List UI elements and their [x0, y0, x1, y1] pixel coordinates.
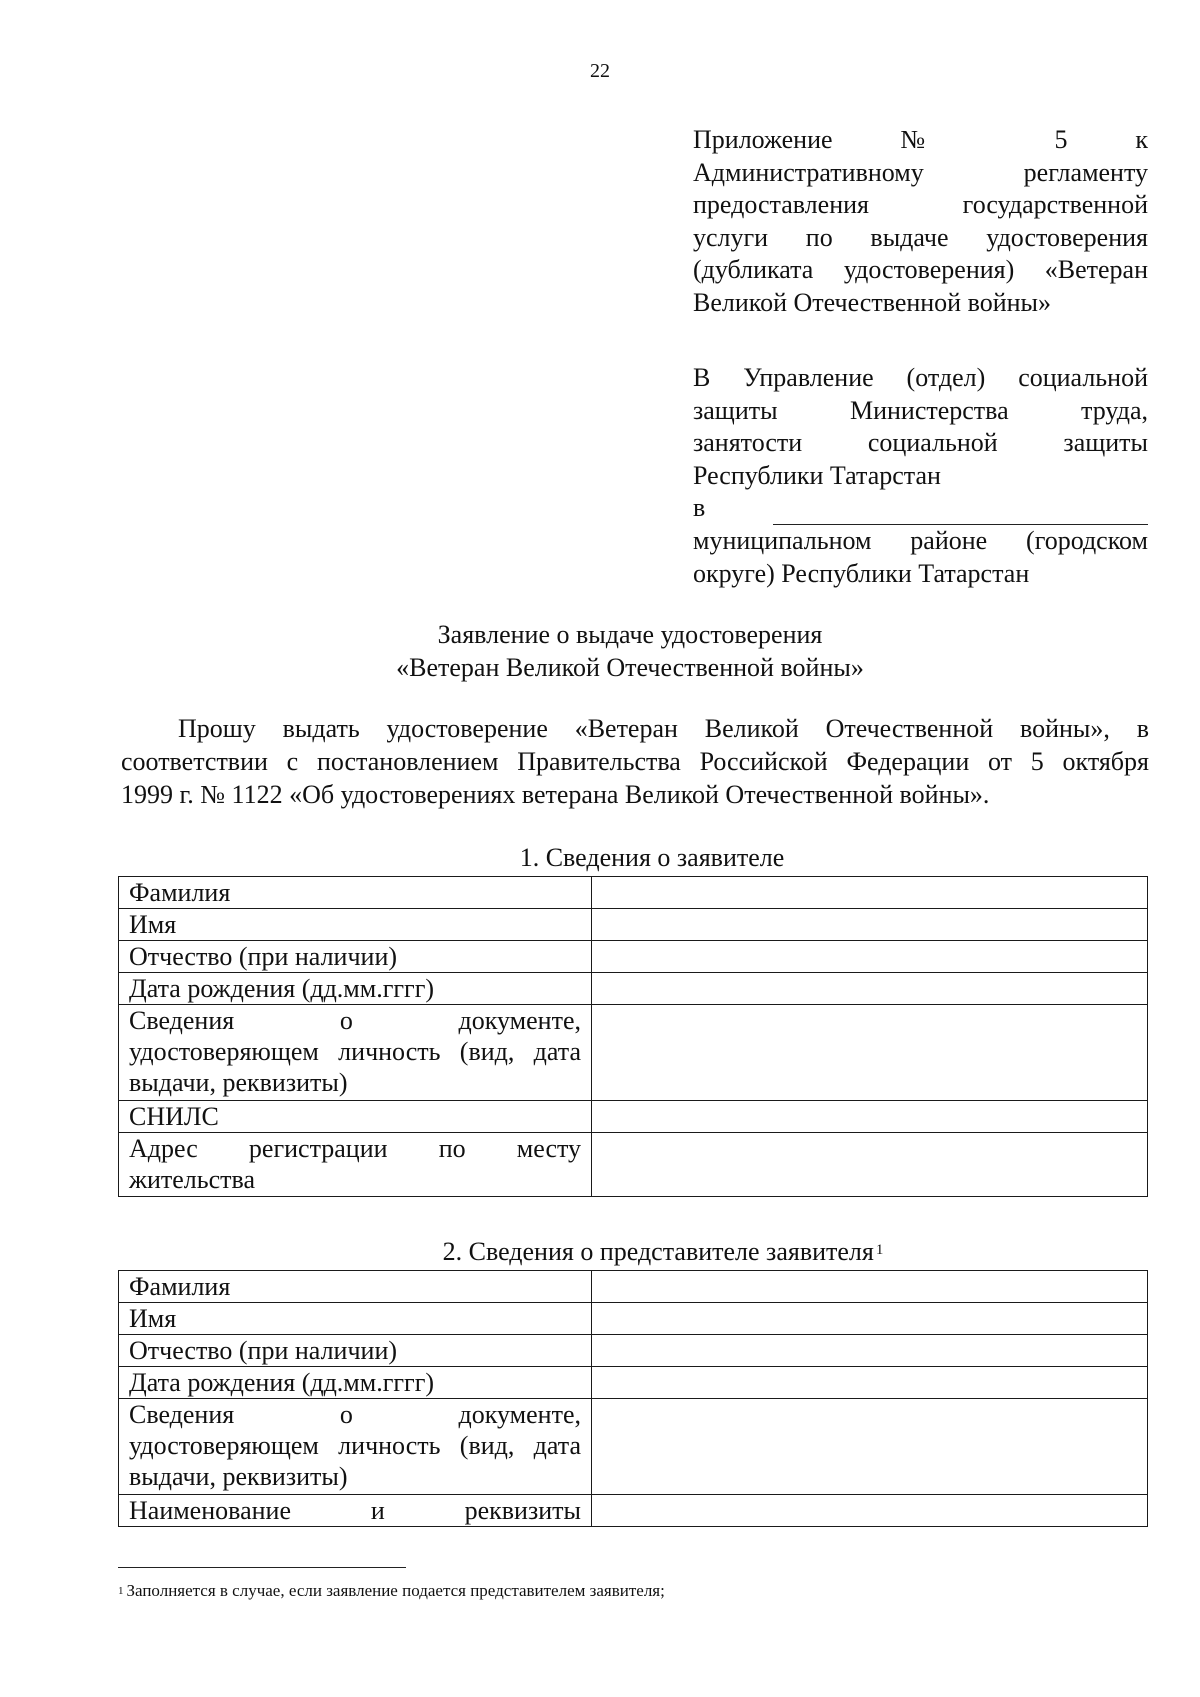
title-line: Заявление о выдаче удостоверения — [437, 620, 823, 649]
municipality-line — [693, 492, 1148, 525]
addressee-line: В Управление (отдел) социальной — [693, 363, 1148, 392]
label-line: Наименование и реквизиты — [129, 1496, 581, 1525]
table-row — [119, 877, 1148, 909]
title-line: «Ветеран Великой Отечественной войны» — [396, 653, 864, 682]
paragraph-line: Прошу выдать удостоверение «Ветеран Великой Отечественной войны», в — [178, 714, 1149, 743]
addressee-block — [693, 362, 1148, 590]
label-line: Сведения о документе, — [129, 1006, 581, 1035]
addressee-line: округе) Республики Татарстан — [693, 558, 1030, 588]
field-label: Отчество (при наличии) — [119, 941, 592, 973]
footnote — [118, 1580, 665, 1602]
addressee-line: занятости социальной защиты — [693, 428, 1148, 458]
footnote-mark: 1 — [118, 1585, 124, 1597]
appendix-line: услуги по выдаче удостоверения — [693, 222, 1148, 252]
field-label: Отчество (при наличии) — [119, 1335, 592, 1367]
rep-birthdate-field[interactable] — [592, 1367, 1148, 1399]
addressee-line: Республики Татарстан — [693, 460, 941, 490]
rep-name-field[interactable] — [592, 1303, 1148, 1335]
page-number: 22 — [590, 60, 610, 82]
patronymic-field[interactable] — [592, 941, 1148, 973]
rep-authority-field[interactable] — [592, 1495, 1148, 1527]
table-row — [119, 1367, 1148, 1399]
table-row — [119, 1303, 1148, 1335]
document-title — [0, 618, 1200, 684]
field-label — [119, 1399, 592, 1495]
field-label: СНИЛС — [119, 1101, 592, 1133]
appendix-line: Приложение № 5 к — [693, 125, 1148, 154]
field-label: Дата рождения (дд.мм.гггг) — [119, 1367, 592, 1399]
table-row — [119, 941, 1148, 973]
label-line: удостоверяющем личность (вид, дата — [129, 1037, 581, 1066]
field-label — [119, 1495, 592, 1527]
label-line: удостоверяющем личность (вид, дата — [129, 1431, 581, 1460]
table-row — [119, 1101, 1148, 1133]
footnote-reference: 1 — [875, 1242, 884, 1258]
label-line: Адрес регистрации по месту — [129, 1134, 581, 1163]
appendix-reference — [693, 124, 1148, 320]
table-row — [119, 1005, 1148, 1101]
request-paragraph — [121, 712, 1149, 811]
field-label: Фамилия — [119, 877, 592, 909]
municipality-blank-field[interactable] — [773, 496, 1148, 525]
section-2-heading — [63, 1237, 1200, 1267]
appendix-line: (дубликата удостоверения) «Ветеран — [693, 255, 1148, 285]
snils-field[interactable] — [592, 1101, 1148, 1133]
label-line: выдачи, реквизиты) — [129, 1068, 348, 1097]
address-field[interactable] — [592, 1133, 1148, 1197]
rep-id-document-field[interactable] — [592, 1399, 1148, 1495]
applicant-table — [118, 876, 1148, 1197]
addressee-line: защиты Министерства труда, — [693, 395, 1148, 425]
paragraph-line: 1999 г. № 1122 «Об удостоверениях ветерана Великой Отечественной войны». — [121, 780, 990, 809]
section-2-heading-text: 2. Сведения о представителе заявителя — [442, 1237, 874, 1266]
field-label: Имя — [119, 909, 592, 941]
table-row — [119, 1399, 1148, 1495]
footnote-text: Заполняется в случае, если заявление подается представителем заявителя; — [126, 1581, 665, 1600]
table-row — [119, 909, 1148, 941]
appendix-line: Административному регламенту — [693, 157, 1148, 187]
representative-table — [118, 1270, 1148, 1527]
addressee-line: муниципальном районе (городском — [693, 525, 1148, 555]
rep-patronymic-field[interactable] — [592, 1335, 1148, 1367]
name-field[interactable] — [592, 909, 1148, 941]
id-document-field[interactable] — [592, 1005, 1148, 1101]
field-label: Дата рождения (дд.мм.гггг) — [119, 973, 592, 1005]
label-line: выдачи, реквизиты) — [129, 1462, 348, 1491]
table-row — [119, 1271, 1148, 1303]
rep-surname-field[interactable] — [592, 1271, 1148, 1303]
field-label: Имя — [119, 1303, 592, 1335]
field-label — [119, 1133, 592, 1197]
paragraph-line: соответствии с постановлением Правительства Российской Федерации от 5 октября — [121, 747, 1149, 776]
field-label — [119, 1005, 592, 1101]
table-row — [119, 1335, 1148, 1367]
municipality-prefix: в — [693, 493, 706, 523]
table-row — [119, 1495, 1148, 1527]
label-line: Сведения о документе, — [129, 1400, 581, 1429]
appendix-line: Великой Отечественной войны» — [693, 287, 1051, 317]
label-line: жительства — [129, 1165, 255, 1194]
footnote-divider — [118, 1567, 406, 1568]
birthdate-field[interactable] — [592, 973, 1148, 1005]
table-row — [119, 973, 1148, 1005]
appendix-line: предоставления государственной — [693, 190, 1148, 220]
table-row — [119, 1133, 1148, 1197]
surname-field[interactable] — [592, 877, 1148, 909]
field-label: Фамилия — [119, 1271, 592, 1303]
section-1-heading: 1. Сведения о заявителе — [519, 843, 785, 872]
